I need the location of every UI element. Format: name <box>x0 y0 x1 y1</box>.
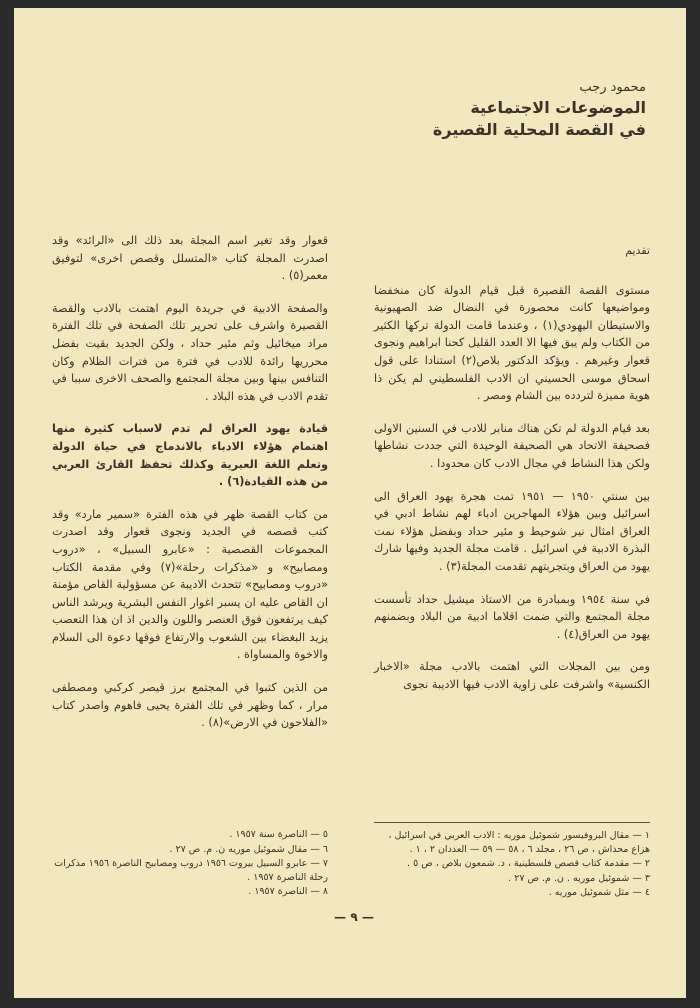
paragraph: بين سنتي ١٩٥٠ — ١٩٥١ تمت هجرة يهود العراق الى اسرائيل وبين هؤلاء المهاجرين ادباء لهم نشاط ادبي في العراق امثال نير شوحيط و مئير حداد وبفضل هؤلاء نمت البذرة الادبية في اسرائيل . قامت مجلة الجديد وفيها شارك يهود من العراق وبتجربتهم تقدمت المجلة(٣) . <box>374 489 650 573</box>
footnote: ٨ — الناصرة ١٩٥٧ . <box>248 886 328 897</box>
paragraph: من كتاب القصة ظهر في هذه الفترة «سمير مارد» وقد كتب قصصه في الجديد ونجوى قعوار وقد اصدرت المجموعات القصصية : «عابرو السبيل» ، «دروب ومصابيح» و «مذكرات رحلة»(٧) وفي مقدمة الكتاب «دروب ومصابيح» تتحدث الاديبة عن مسؤولية القاص مؤمنة ان القاص عليه ان يسبر اغوار النفس البشرية ويرشد الناس كيف يرتفعون فوق العنصر واللون والدين اذ ان هذا التعصب يزيد البغضاء بين الشعوب والارتفاع فوقها دعوة الى السلام والاخوة والمساواة . <box>52 507 329 662</box>
right-column <box>374 232 650 708</box>
page-number: — ٩ — <box>334 910 374 924</box>
article-header <box>346 80 646 141</box>
footnote: ١ — مقال البروفيسور شموئيل موريه : الادب العربي في اسرائيل ، هزاع محداش ، ص ٢٦ ، مجلد ٦ ، ٥٨ — ٥٩ — العددان ٢ ، ١ . <box>388 830 650 855</box>
footnotes-left <box>52 828 328 900</box>
paragraph-bold: قيادة يهود العراق لم تدم لاسباب كثيرة منها اهتمام هؤلاء الادباء بالاندماج في حياة الدولة وتعلم اللغة العبرية وكذلك تحفظ القارئ العربي من هذه القيادة(٦) . <box>52 422 328 489</box>
section-label: تقديم <box>625 244 650 257</box>
paragraph: قعوار وقد تغير اسم المجلة بعد ذلك الى «الرائد» وقد اصدرت المجلة كتاب «المتسلل وقصص اخرى» لتوفيق معمر(٥) . <box>52 234 328 283</box>
left-column <box>52 232 328 747</box>
paragraph: والصفحة الادبية في جريدة اليوم اهتمت بالادب والقصة القصيرة واشرف على تحرير تلك الصفحة في تلك الفترة مراد ميخائيل وثم مئير حداد ، ولكن الجديد بقيت بفضل محرريها رائدة للادب في فترة من فترات الظلام وكان التنافس بينها وبين مجلة المجتمع والصحف الاخرى سببا في تقدم الادب في هذه البلاد . <box>52 301 328 403</box>
footnote: ٦ — مقال شموئيل موريه ن. م. ص ٢٧ . <box>169 843 328 855</box>
author-name: محمود رجب <box>579 80 646 95</box>
footnotes-right <box>374 822 650 901</box>
paragraph: مستوى القصة القصيرة قبل قيام الدولة كان منخفضا ومواضيعها كانت محصورة في النضال ضد الصهيونية والاستيطان اليهودي(١) ، وعندما قامت الدولة تركها الكثير من الكتاب ولم يبق فيها الا العدد القليل كحنا ابراهيم ونجوى قعوار وغيرهم . ويؤكد الدكتور بلاص(٢) استنادا على قول اسحاق موسى الحسيني ان الادب الفلسطيني لم يكن ذا هوية مميزة لتردده بين الشام ومصر . <box>374 283 650 403</box>
footnote: ٣ — شموئيل موريه . ن. م. ص ٢٧ . <box>508 872 650 884</box>
article-title-line-2: في القصة المحلية القصيرة <box>432 120 646 139</box>
footnote: ٧ — عابرو السبيل بيروت ١٩٥٦ دروب ومصابيح الناصرة ١٩٥٦ مذكرات رحلة الناصرة ١٩٥٧ . <box>54 858 328 883</box>
footnote: ٢ — مقدمة كتاب قصص فلسطينية ، د. شمعون بلاص ، ص ٥ . <box>407 858 650 869</box>
article-title-line-1: الموضوعات الاجتماعية <box>470 98 646 117</box>
paragraph: في سنة ١٩٥٤ وبمبادرة من الاستاذ ميشيل حداد تأسست مجلة المجتمع والتي ضمت اقلاما ادبية من البلاد وبضمنهم يهود من العراق(٤) . <box>374 592 650 641</box>
paragraph: من الذين كتبوا في المجتمع برز قيصر كركبي ومصطفى مرار ، كما وظهر في تلك الفترة يحيى فاهوم واصدر كتاب «الفلاحون في الارض»(٨) . <box>52 681 328 730</box>
footnote: ٥ — الناصرة سنة ١٩٥٧ . <box>229 829 328 840</box>
paragraph: بعد قيام الدولة لم تكن هناك منابر للادب في السنين الاولى فصحيفة الاتحاد هي الصحيفة الوحيدة التي جددت نشاطها ولكن هذا النشاط في مجال الادب كان محدودا . <box>374 421 650 470</box>
paragraph: ومن بين المجلات التي اهتمت بالادب مجلة «الاخبار الكنسية» واشرفت على زاوية الادب فيها الاديبة نجوى <box>374 660 650 691</box>
document-page <box>14 8 686 998</box>
footnote: ٤ — مثل شموئيل موريه . <box>548 887 650 898</box>
